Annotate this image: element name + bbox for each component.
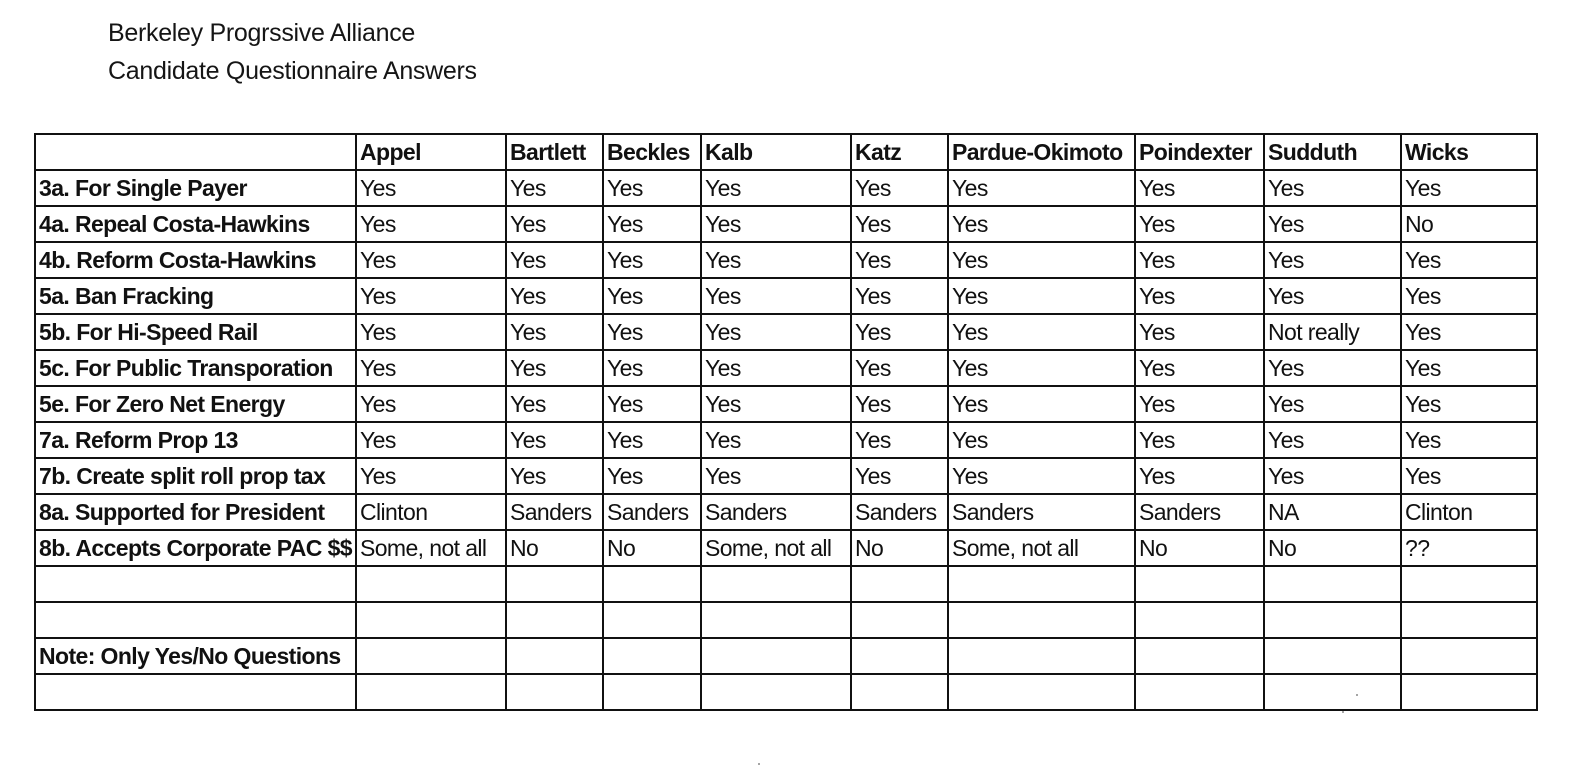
answer-cell: Yes	[1264, 350, 1401, 386]
answer-cell: Yes	[701, 278, 851, 314]
scan-speck	[1342, 711, 1344, 713]
answer-cell: Yes	[356, 206, 506, 242]
answer-cell	[1264, 674, 1401, 710]
question-cell: 7a. Reform Prop 13	[35, 422, 356, 458]
answer-cell: Yes	[948, 386, 1135, 422]
answer-cell: Yes	[603, 350, 701, 386]
answer-cell	[851, 638, 948, 674]
candidate-header-beckles: Beckles	[603, 134, 701, 170]
table-row	[35, 206, 1537, 242]
answer-cell: Sanders	[701, 494, 851, 530]
candidate-header-kalb: Kalb	[701, 134, 851, 170]
answer-cell: Yes	[356, 386, 506, 422]
answer-cell	[603, 566, 701, 602]
table-row	[35, 566, 1537, 602]
question-cell: 5a. Ban Fracking	[35, 278, 356, 314]
answer-cell: Yes	[506, 278, 603, 314]
answer-cell: Yes	[851, 206, 948, 242]
answer-cell: Some, not all	[356, 530, 506, 566]
question-cell: 4b. Reform Costa-Hawkins	[35, 242, 356, 278]
table-row	[35, 494, 1537, 530]
candidate-header-pardue-okimoto: Pardue-Okimoto	[948, 134, 1135, 170]
answer-cell: Yes	[1401, 314, 1537, 350]
answer-cell: Yes	[1264, 170, 1401, 206]
answer-cell: No	[1401, 206, 1537, 242]
table-row	[35, 422, 1537, 458]
table-row	[35, 278, 1537, 314]
answer-cell: Sanders	[1135, 494, 1264, 530]
answer-cell	[506, 674, 603, 710]
answer-cell: Yes	[1135, 314, 1264, 350]
answer-cell	[701, 566, 851, 602]
question-cell: 3a. For Single Payer	[35, 170, 356, 206]
answer-cell: Yes	[948, 206, 1135, 242]
answer-cell: Yes	[851, 422, 948, 458]
answer-cell: Sanders	[603, 494, 701, 530]
answer-cell: Yes	[603, 386, 701, 422]
candidate-header-wicks: Wicks	[1401, 134, 1537, 170]
questionnaire-table	[34, 133, 1538, 711]
table-row	[35, 530, 1537, 566]
answer-cell: Yes	[1401, 350, 1537, 386]
question-cell: 5b. For Hi-Speed Rail	[35, 314, 356, 350]
answer-cell: Yes	[948, 350, 1135, 386]
answer-cell	[1264, 566, 1401, 602]
answer-cell	[506, 566, 603, 602]
answer-cell: Yes	[506, 206, 603, 242]
answer-cell: Sanders	[851, 494, 948, 530]
table-header	[35, 134, 1537, 170]
answer-cell: Clinton	[1401, 494, 1537, 530]
candidate-header-poindexter: Poindexter	[1135, 134, 1264, 170]
answer-cell	[356, 638, 506, 674]
answer-cell: Yes	[851, 386, 948, 422]
answer-cell: Sanders	[506, 494, 603, 530]
answer-cell	[948, 566, 1135, 602]
answer-cell: Yes	[1135, 242, 1264, 278]
answer-cell: NA	[1264, 494, 1401, 530]
answer-cell: Yes	[356, 314, 506, 350]
answer-cell: Yes	[603, 314, 701, 350]
question-cell: 4a. Repeal Costa-Hawkins	[35, 206, 356, 242]
answer-cell: Some, not all	[701, 530, 851, 566]
answer-cell: Yes	[1401, 458, 1537, 494]
answer-cell: Yes	[603, 170, 701, 206]
answer-cell: No	[1135, 530, 1264, 566]
answer-cell: Some, not all	[948, 530, 1135, 566]
answer-cell: Yes	[603, 278, 701, 314]
question-cell: Note: Only Yes/No Questions	[35, 638, 356, 674]
table-row	[35, 638, 1537, 674]
answer-cell	[603, 638, 701, 674]
answer-cell	[948, 674, 1135, 710]
answer-cell: Sanders	[948, 494, 1135, 530]
answer-cell: Yes	[701, 458, 851, 494]
table-row	[35, 350, 1537, 386]
answer-cell: Yes	[506, 386, 603, 422]
answer-cell: Yes	[1264, 206, 1401, 242]
table-row	[35, 242, 1537, 278]
question-cell	[35, 674, 356, 710]
answer-cell: Yes	[356, 458, 506, 494]
answer-cell: Yes	[701, 386, 851, 422]
answer-cell	[851, 674, 948, 710]
answer-cell	[851, 602, 948, 638]
scan-speck	[758, 763, 760, 765]
table-row	[35, 674, 1537, 710]
answer-cell	[851, 566, 948, 602]
answer-cell	[506, 602, 603, 638]
answer-cell: Yes	[851, 314, 948, 350]
answer-cell: Yes	[1135, 458, 1264, 494]
question-cell: 5e. For Zero Net Energy	[35, 386, 356, 422]
answer-cell	[1264, 638, 1401, 674]
answer-cell: Yes	[1401, 422, 1537, 458]
answer-cell: Yes	[1264, 386, 1401, 422]
answer-cell: No	[1264, 530, 1401, 566]
answer-cell: Yes	[603, 206, 701, 242]
answer-cell: Yes	[356, 242, 506, 278]
answer-cell: Yes	[1264, 422, 1401, 458]
answer-cell	[356, 602, 506, 638]
answer-cell: Yes	[1135, 278, 1264, 314]
organization-title: Berkeley Progrssive Alliance	[108, 19, 416, 47]
answer-cell: Yes	[1401, 170, 1537, 206]
answer-cell: Yes	[506, 422, 603, 458]
answer-cell: No	[603, 530, 701, 566]
answer-cell	[948, 602, 1135, 638]
answer-cell: Yes	[603, 242, 701, 278]
answer-cell	[1135, 638, 1264, 674]
document-subtitle: Candidate Questionnaire Answers	[108, 57, 477, 85]
answer-cell: Yes	[1264, 458, 1401, 494]
answer-cell: Yes	[356, 422, 506, 458]
answer-cell	[1135, 602, 1264, 638]
answer-cell	[1135, 566, 1264, 602]
answer-cell	[1401, 566, 1537, 602]
answer-cell	[701, 674, 851, 710]
table-body	[35, 170, 1537, 710]
candidate-header-bartlett: Bartlett	[506, 134, 603, 170]
answer-cell: Yes	[701, 242, 851, 278]
answer-cell	[356, 566, 506, 602]
answer-cell: Yes	[948, 170, 1135, 206]
answer-cell: No	[851, 530, 948, 566]
answer-cell: Yes	[701, 314, 851, 350]
answer-cell: Yes	[851, 242, 948, 278]
answer-cell	[701, 602, 851, 638]
answer-cell: Yes	[1135, 422, 1264, 458]
header-row	[35, 134, 1537, 170]
answer-cell: Yes	[1135, 206, 1264, 242]
answer-cell: Yes	[1135, 170, 1264, 206]
answer-cell: Yes	[701, 422, 851, 458]
answer-cell	[701, 638, 851, 674]
answer-cell: Yes	[948, 314, 1135, 350]
answer-cell: Yes	[506, 170, 603, 206]
answer-cell: Yes	[356, 278, 506, 314]
candidate-header-appel: Appel	[356, 134, 506, 170]
answer-cell: Yes	[1264, 242, 1401, 278]
answer-cell: Yes	[701, 170, 851, 206]
scan-speck	[1356, 694, 1358, 696]
question-cell	[35, 602, 356, 638]
question-cell: 7b. Create split roll prop tax	[35, 458, 356, 494]
answer-cell: Yes	[851, 170, 948, 206]
answer-cell	[603, 602, 701, 638]
answer-cell	[1401, 674, 1537, 710]
answer-cell: Yes	[1401, 386, 1537, 422]
answer-cell	[948, 638, 1135, 674]
answer-cell: Yes	[506, 242, 603, 278]
table-row	[35, 170, 1537, 206]
answer-cell	[506, 638, 603, 674]
answer-cell: Yes	[506, 350, 603, 386]
question-cell: 5c. For Public Transporation	[35, 350, 356, 386]
answer-cell: Clinton	[356, 494, 506, 530]
answer-cell	[603, 674, 701, 710]
question-cell: 8a. Supported for President	[35, 494, 356, 530]
answer-cell: Yes	[1135, 386, 1264, 422]
answer-cell: Yes	[701, 206, 851, 242]
answer-cell: Yes	[506, 458, 603, 494]
table-row	[35, 386, 1537, 422]
answer-cell: Yes	[506, 314, 603, 350]
answer-cell: Yes	[603, 458, 701, 494]
document-header	[108, 14, 477, 90]
answer-cell: ??	[1401, 530, 1537, 566]
answer-cell	[1264, 602, 1401, 638]
answer-cell	[1401, 602, 1537, 638]
answer-cell: Yes	[1135, 350, 1264, 386]
answer-cell: Yes	[948, 278, 1135, 314]
table-row	[35, 458, 1537, 494]
answer-cell: Yes	[948, 458, 1135, 494]
answer-cell	[356, 674, 506, 710]
answer-cell: Yes	[356, 350, 506, 386]
answer-cell: Yes	[1401, 242, 1537, 278]
answer-cell: Yes	[1401, 278, 1537, 314]
answer-cell: Not really	[1264, 314, 1401, 350]
answer-cell: Yes	[1264, 278, 1401, 314]
question-cell: 8b. Accepts Corporate PAC $$	[35, 530, 356, 566]
answer-cell: Yes	[851, 350, 948, 386]
answer-cell: No	[506, 530, 603, 566]
answer-cell	[1135, 674, 1264, 710]
corner-cell	[35, 134, 356, 170]
table-row	[35, 314, 1537, 350]
table-row	[35, 602, 1537, 638]
question-cell	[35, 566, 356, 602]
answer-cell: Yes	[948, 242, 1135, 278]
answer-cell: Yes	[356, 170, 506, 206]
candidate-header-sudduth: Sudduth	[1264, 134, 1401, 170]
answer-cell: Yes	[701, 350, 851, 386]
candidate-header-katz: Katz	[851, 134, 948, 170]
answer-cell: Yes	[948, 422, 1135, 458]
answer-cell: Yes	[851, 278, 948, 314]
answer-cell: Yes	[851, 458, 948, 494]
answer-cell: Yes	[603, 422, 701, 458]
answer-cell	[1401, 638, 1537, 674]
